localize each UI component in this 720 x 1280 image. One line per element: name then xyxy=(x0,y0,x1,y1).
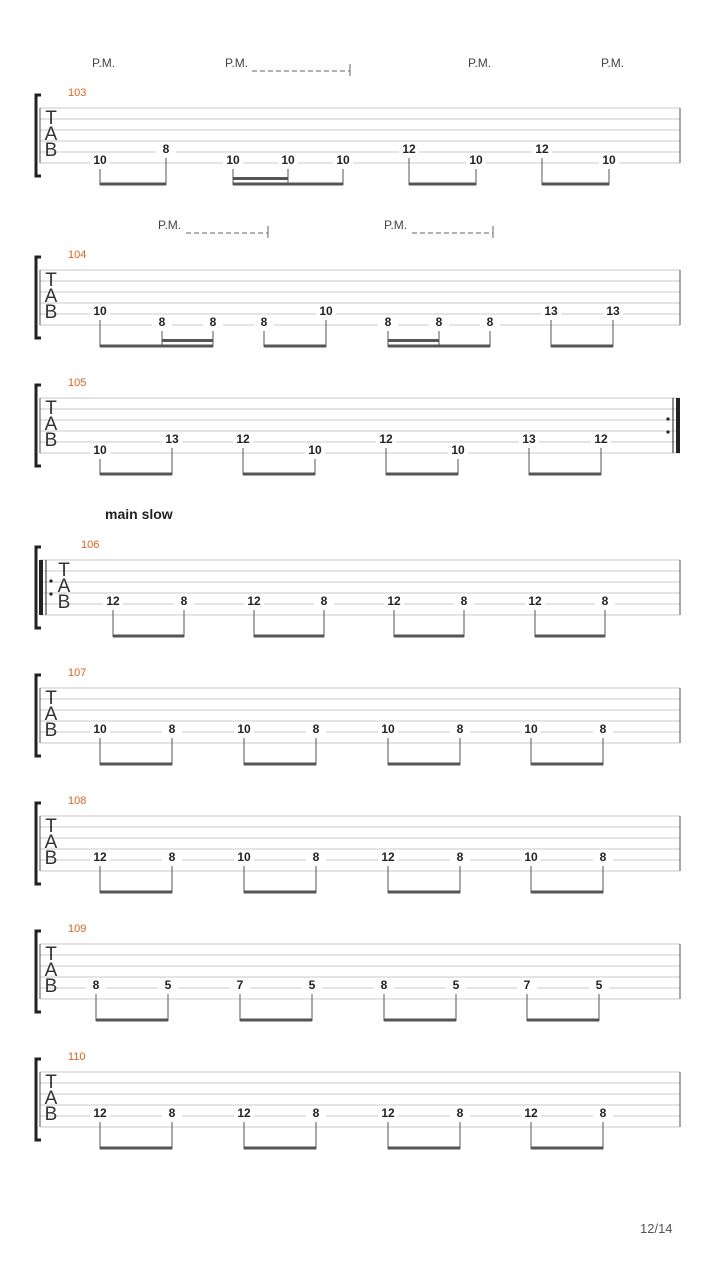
fret-number: 8 xyxy=(320,594,328,608)
beam xyxy=(240,1019,312,1022)
beam xyxy=(244,763,316,766)
palm-mute-mark: P.M. xyxy=(468,56,492,70)
tab-clef-letter: B xyxy=(44,1104,58,1125)
fret-number: 12 xyxy=(594,432,608,446)
fret-number: 8 xyxy=(312,850,320,864)
tab-clef-letter: B xyxy=(44,430,58,451)
beam xyxy=(531,891,603,894)
fret-number: 10 xyxy=(524,722,538,736)
measure-number: 105 xyxy=(68,377,87,389)
fret-number: 8 xyxy=(209,315,217,329)
fret-number: 12 xyxy=(106,594,120,608)
measure-number: 103 xyxy=(68,87,87,99)
fret-number: 8 xyxy=(599,850,607,864)
beam xyxy=(388,891,460,894)
fret-number: 10 xyxy=(93,722,107,736)
tab-clef-letter: T xyxy=(45,270,57,291)
palm-mute-mark: P.M. xyxy=(92,56,116,70)
measure-number: 109 xyxy=(68,923,87,935)
fret-number: 8 xyxy=(312,1106,320,1120)
fret-number: 8 xyxy=(456,850,464,864)
beam xyxy=(100,763,172,766)
palm-mute-mark: P.M. xyxy=(601,56,625,70)
fret-number: 13 xyxy=(522,432,536,446)
fret-number: 12 xyxy=(528,594,542,608)
fret-number: 8 xyxy=(599,722,607,736)
beam xyxy=(243,473,315,476)
fret-number: 8 xyxy=(456,722,464,736)
fret-number: 5 xyxy=(164,978,172,992)
tab-clef-letter: A xyxy=(57,576,71,597)
staff-system xyxy=(36,923,680,1022)
fret-number: 12 xyxy=(535,142,549,156)
palm-mute-mark: P.M. xyxy=(384,218,408,232)
beam xyxy=(384,1019,456,1022)
beam xyxy=(96,1019,168,1022)
fret-number: 8 xyxy=(168,1106,176,1120)
fret-number: 12 xyxy=(237,1106,251,1120)
section-label: main slow xyxy=(105,506,173,522)
tab-clef-letter: B xyxy=(44,140,58,161)
staff-system xyxy=(36,56,680,186)
repeat-dot xyxy=(666,417,669,420)
fret-number: 8 xyxy=(260,315,268,329)
fret-number: 10 xyxy=(381,722,395,736)
fret-number: 5 xyxy=(308,978,316,992)
fret-number: 10 xyxy=(308,443,322,457)
beam xyxy=(535,635,605,638)
fret-number: 12 xyxy=(381,850,395,864)
fret-number: 7 xyxy=(236,978,244,992)
fret-number: 10 xyxy=(602,153,616,167)
staff-system xyxy=(36,795,680,894)
palm-mute-mark: P.M. xyxy=(158,218,182,232)
beam xyxy=(264,345,326,348)
tab-clef-letter: A xyxy=(44,960,58,981)
measure-number: 104 xyxy=(68,249,87,261)
fret-number: 8 xyxy=(380,978,388,992)
fret-number: 8 xyxy=(486,315,494,329)
repeat-dot xyxy=(666,430,669,433)
fret-number: 12 xyxy=(387,594,401,608)
beam xyxy=(100,183,166,186)
tab-clef-letter: B xyxy=(44,848,58,869)
beam xyxy=(388,763,460,766)
fret-number: 8 xyxy=(92,978,100,992)
fret-number: 12 xyxy=(524,1106,538,1120)
tab-clef-letter: T xyxy=(45,944,57,965)
tab-clef-letter: B xyxy=(57,592,71,613)
beam-secondary xyxy=(388,339,439,342)
measure-number: 110 xyxy=(68,1051,86,1063)
fret-number: 10 xyxy=(93,443,107,457)
staff-system xyxy=(36,667,680,766)
tab-clef-letter: A xyxy=(44,704,58,725)
fret-number: 10 xyxy=(93,153,107,167)
fret-number: 10 xyxy=(319,304,333,318)
fret-number: 13 xyxy=(544,304,558,318)
beam xyxy=(233,183,343,186)
tab-clef-letter: A xyxy=(44,832,58,853)
beam-secondary xyxy=(162,339,213,342)
staff-system xyxy=(36,218,680,348)
tab-clef-letter: A xyxy=(44,414,58,435)
beam xyxy=(531,763,603,766)
fret-number: 8 xyxy=(168,850,176,864)
fret-number: 10 xyxy=(451,443,465,457)
staff-system xyxy=(36,506,680,638)
palm-mute-mark: P.M. xyxy=(225,56,249,70)
measure-number: 107 xyxy=(68,667,87,679)
fret-number: 12 xyxy=(236,432,250,446)
beam xyxy=(388,1147,460,1150)
beam xyxy=(409,183,476,186)
beam xyxy=(388,345,490,348)
beam xyxy=(113,635,184,638)
page-number: 12/14 xyxy=(640,1221,673,1236)
measure-number: 108 xyxy=(68,795,87,807)
tab-clef-letter: B xyxy=(44,720,58,741)
fret-number: 12 xyxy=(247,594,261,608)
beam xyxy=(527,1019,599,1022)
fret-number: 10 xyxy=(524,850,538,864)
tab-clef-letter: B xyxy=(44,976,58,997)
fret-number: 8 xyxy=(158,315,166,329)
tab-clef-letter: B xyxy=(44,302,58,323)
beam xyxy=(254,635,324,638)
fret-number: 5 xyxy=(595,978,603,992)
tab-clef-letter: T xyxy=(45,398,57,419)
fret-number: 8 xyxy=(599,1106,607,1120)
staff-system xyxy=(36,1051,680,1150)
fret-number: 8 xyxy=(312,722,320,736)
fret-number: 5 xyxy=(452,978,460,992)
tab-clef-letter: T xyxy=(58,560,70,581)
fret-number: 12 xyxy=(93,1106,107,1120)
beam xyxy=(244,891,316,894)
beam xyxy=(100,473,172,476)
tab-clef-letter: A xyxy=(44,124,58,145)
beam xyxy=(100,1147,172,1150)
repeat-dot xyxy=(49,592,52,595)
beam xyxy=(542,183,609,186)
repeat-dot xyxy=(49,579,52,582)
fret-number: 12 xyxy=(93,850,107,864)
fret-number: 8 xyxy=(384,315,392,329)
fret-number: 8 xyxy=(180,594,188,608)
beam-secondary xyxy=(233,177,288,180)
beam xyxy=(100,891,172,894)
beam xyxy=(100,345,213,348)
beam xyxy=(244,1147,316,1150)
beam xyxy=(529,473,601,476)
staff-system xyxy=(36,377,680,476)
fret-number: 13 xyxy=(165,432,179,446)
fret-number: 10 xyxy=(237,850,251,864)
tab-clef-letter: T xyxy=(45,108,57,129)
fret-number: 12 xyxy=(402,142,416,156)
fret-number: 8 xyxy=(460,594,468,608)
fret-number: 12 xyxy=(381,1106,395,1120)
fret-number: 10 xyxy=(469,153,483,167)
fret-number: 10 xyxy=(336,153,350,167)
fret-number: 10 xyxy=(226,153,240,167)
fret-number: 8 xyxy=(435,315,443,329)
fret-number: 8 xyxy=(168,722,176,736)
fret-number: 12 xyxy=(379,432,393,446)
tab-clef-letter: T xyxy=(45,1072,57,1093)
fret-number: 10 xyxy=(281,153,295,167)
fret-number: 8 xyxy=(162,142,170,156)
tab-clef-letter: T xyxy=(45,688,57,709)
fret-number: 8 xyxy=(601,594,609,608)
fret-number: 13 xyxy=(606,304,620,318)
beam xyxy=(386,473,458,476)
fret-number: 10 xyxy=(237,722,251,736)
beam xyxy=(394,635,464,638)
tab-clef-letter: A xyxy=(44,286,58,307)
tab-clef-letter: T xyxy=(45,816,57,837)
repeat-start-thick-bar xyxy=(39,560,43,615)
tab-clef-letter: A xyxy=(44,1088,58,1109)
fret-number: 7 xyxy=(523,978,531,992)
beam xyxy=(551,345,613,348)
measure-number: 106 xyxy=(81,539,100,551)
fret-number: 8 xyxy=(456,1106,464,1120)
fret-number: 10 xyxy=(93,304,107,318)
repeat-end-thick-bar xyxy=(676,398,680,453)
beam xyxy=(531,1147,603,1150)
